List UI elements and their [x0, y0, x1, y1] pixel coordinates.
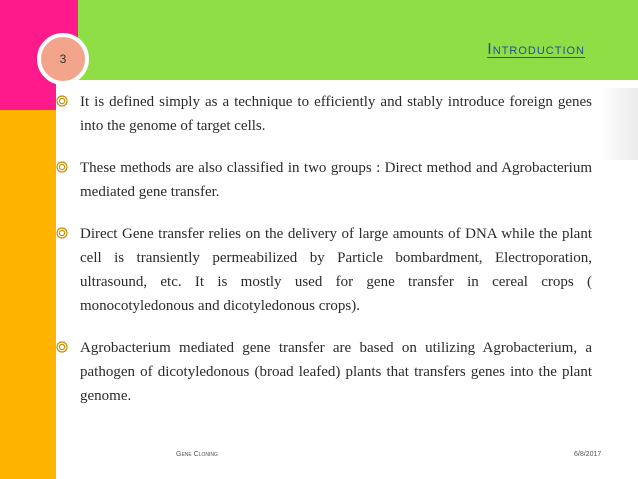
page-number-badge [37, 33, 89, 85]
panel-shadow [598, 88, 638, 160]
bullet-item [56, 222, 592, 318]
footer-date: 6/8/2017 [574, 451, 602, 458]
bullet-text: It is defined simply as a technique to efficiently and stably introduce foreign genes into the genome of target cells. [80, 94, 592, 134]
circle-bullet-icon [56, 95, 68, 107]
bullet-text: Agrobacterium mediated gene transfer are based on utilizing Agrobacterium, a pathogen of dicotyledonous (broad leafed) plants that transfers genes into the plant genome. [80, 340, 592, 404]
footer-topic: Gene Cloning [176, 451, 218, 458]
bullet-list [56, 90, 592, 426]
circle-bullet-icon [56, 161, 68, 173]
bullet-item [56, 336, 592, 408]
page-number: 3 [59, 52, 67, 66]
slide-title: Introduction [487, 41, 585, 58]
bullet-text: Direct Gene transfer relies on the delivery of large amounts of DNA while the plant cell is transiently permeabilized by Particle bombardment, Electroporation, ultrasound, etc. It is mostly used for gene transfer in cereal crops ( monocotyledonous and dicotyledonous crops). [80, 226, 592, 314]
bullet-item [56, 90, 592, 138]
circle-bullet-icon [56, 341, 68, 353]
bullet-item [56, 156, 592, 204]
circle-bullet-icon [56, 227, 68, 239]
bullet-text: These methods are also classified in two groups : Direct method and Agrobacterium mediated gene transfer. [80, 160, 592, 200]
